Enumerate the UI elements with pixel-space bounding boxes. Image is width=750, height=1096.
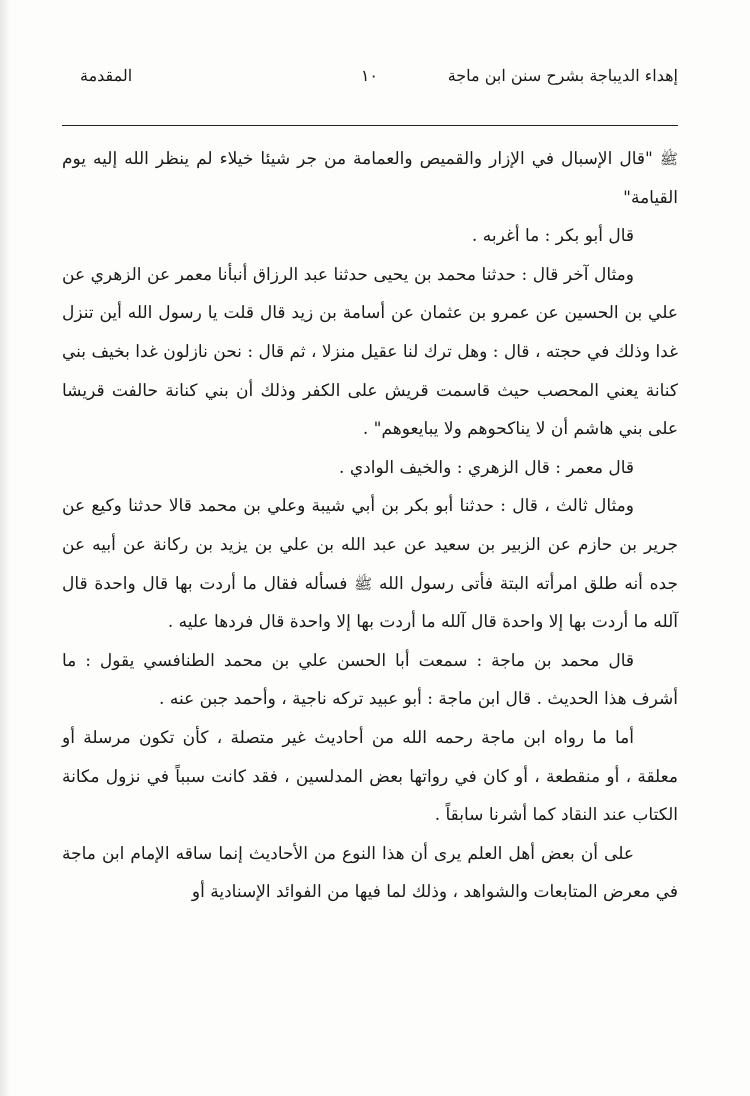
paragraph-text: ومثال ثالث ، قال : حدثنا أبو بكر بن أبي شيبة وعلي بن محمد قالا حدثنا وكيع عن جرير بن حازم عن الزبير بن سعيد عن عبد الله بن علي بن يزيد بن ركانة عن أبيه عن جده أنه طلق امرأته البتة فأتى رسول الله	[62, 496, 678, 594]
paragraph-text: فسأله فقال ما أردت بها قال واحدة قال آلله ما أردت بها إلا واحدة قال آلله ما أردت بها إلا واحدة قال فردها عليه .	[62, 573, 678, 633]
paragraph-ibn-majah-quote: قال محمد بن ماجة : سمعت أبا الحسن علي بن محمد الطنافسي يقول : ما أشرف هذا الحديث . قال ابن ماجة : أبو عبيد تركه ناجية ، وأحمد جبن عنه .	[62, 650, 678, 710]
salawat-glyph: ﷺ	[354, 574, 373, 593]
running-header	[80, 66, 678, 92]
page-number: ١٠	[360, 66, 378, 85]
book-title: إهداء الديباجة بشرح سنن ابن ماجة	[447, 66, 678, 85]
paragraph-text: "قال الإسبال في الإزار والقميص والعمامة من جر شيئا خيلاء لم ينظر الله إليه يوم القيامة"	[62, 149, 678, 208]
section-title: المقدمة	[80, 66, 133, 85]
paragraph-second-example: ومثال آخر قال : حدثنا محمد بن يحيى حدثنا عبد الرزاق أنبأنا معمر عن الزهري عن علي بن الحسين عن عمرو بن عثمان عن أسامة بن زيد قال قلت يا رسول الله أين تنزل غدا وذلك في حجته ، قال : وهل ترك لنا عقيل منزلا ، ثم قال : نحن نازلون غدا بخيف بني كنانة يعني المحصب حيث قاسمت قريش على الكفر وذلك أن بني كنانة حالفت قريشا على بني هاشم أن لا يناكحوهم ولا يبايعوهم" .	[62, 264, 678, 440]
paragraph-abu-bakr: قال أبو بكر : ما أغربه .	[471, 226, 634, 247]
salawat-glyph: ﷺ	[659, 150, 678, 168]
body-text	[62, 140, 678, 912]
paragraph-mamar: قال معمر : قال الزهري : والخيف الوادي .	[339, 457, 634, 478]
paragraph-scholars-view: على أن بعض أهل العلم يرى أن هذا النوع من الأحاديث إنما ساقه الإمام ابن ماجة في معرض المتابعات والشواهد ، وذلك لما فيها من الفوائد الإسنادية أو	[62, 843, 678, 903]
header-divider	[62, 125, 678, 126]
paragraph-hadith-isbal	[62, 140, 678, 217]
scan-edge-shadow	[0, 0, 10, 1096]
paragraph-unconnected-hadiths: أما ما رواه ابن ماجة رحمه الله من أحاديث غير متصلة ، كأن تكون مرسلة أو معلقة ، أو منقطعة ، أو كان في رواتها بعض المدلسين ، فقد كانت سبباً في نزول مكانة الكتاب عند النقاد كما أشرنا سابقاً .	[62, 727, 678, 826]
paragraph-third-example	[62, 487, 678, 641]
